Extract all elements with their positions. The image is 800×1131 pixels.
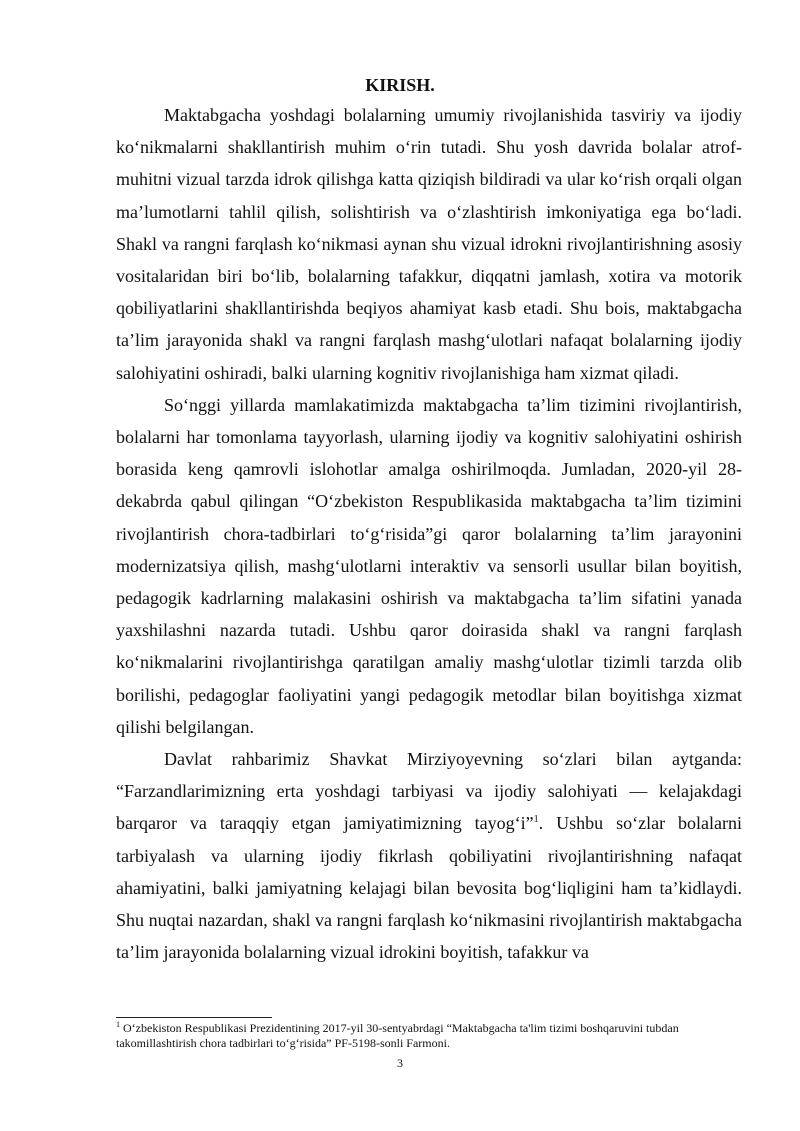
paragraph-1: Maktabgacha yoshdagi bolalarning umumiy rivojlanishida tasviriy va ijodiy koʻnikmalarni shakllantirish muhim oʻrin tutadi. Shu yosh davrida bolalar atrof-muhitni vizual tarzda idrok qilishga katta qiziqish bildiradi va ular koʻrish orqali olgan maʼlumotlarni tahlil qilish, solishtirish va oʻzlashtirish imkoniyatiga ega boʻladi. Shakl va rangni farqlash koʻnikmasi aynan shu vizual idrokni rivojlantirishning asosiy vositalaridan biri boʻlib, bolalarning tafakkur, diqqatni jamlash, xotira va motorik qobiliyatlarini shakllantirishda beqiyos ahamiyat kasb etadi. Shu bois, maktabgacha taʼlim jarayonida shakl va rangni farqlash mashgʻulotlari nafaqat bolalarning ijodiy salohiyatini oshiradi, balki ularning kognitiv rivojlanishiga ham xizmat qiladi. (116, 105, 742, 383)
page-number: 3 (397, 1056, 403, 1070)
footnote (116, 1021, 716, 1051)
footnote-mark: 1 (116, 1020, 120, 1029)
section-title: KIRISH. (365, 75, 435, 95)
body-text (116, 99, 742, 968)
paragraph-3-continuation: . Ushbu soʻzlar bolalarni tarbiyalash va ularning ijodiy fikrlash qobiliyatini rivojlantirishning nafaqat ahamiyatini, balki jamiyatning kelajagi bilan bevosita bogʻliqligini ham taʼkidlaydi. Shu nuqtai nazardan, shakl va rangni farqlash koʻnikmasini rivojlantirish maktabgacha taʼlim jarayonida bolalarning vizual idrokini boyitish, tafakkur va (116, 813, 743, 963)
footnote-divider (116, 1017, 272, 1018)
paragraph-2: Soʻnggi yillarda mamlakatimizda maktabgacha taʼlim tizimini rivojlantirish, bolalarni har tomonlama tayyorlash, ularning ijodiy va kognitiv salohiyatini oshirish borasida keng qamrovli islohotlar amalga oshirilmoqda. Jumladan, 2020-yil 28-dekabrda qabul qilingan “Oʻzbekiston Respublikasida maktabgacha taʼlim tizimini rivojlantirish chora-tadbirlari toʻgʻrisida”gi qaror bolalarning taʼlim jarayonini modernizatsiya qilish, mashgʻulotlarni interaktiv va sensorli usullar bilan boyitish, pedagogik kadrlarning malakasini oshirish va maktabgacha taʼlim sifatini yanada yaxshilashni nazarda tutadi. Ushbu qaror doirasida shakl va rangni farqlash koʻnikmalarini rivojlantirishga qaratilgan amaliy mashgʻulotlar tizimli tarzda olib borilishi, pedagoglar faoliyatini yangi pedagogik metodlar bilan boyitishga xizmat qilishi belgilangan. (116, 394, 742, 737)
paragraph-3 (116, 743, 742, 968)
footnote-text: Oʻzbekiston Respublikasi Prezidentining 2017-yil 30-sentyabrdagi “Maktabgacha ta'lim tizimi boshqaruvini tubdan takomillashtirish chora tadbirlari toʻgʻrisida” PF-5198-sonli Farmoni. (116, 1021, 679, 1050)
paragraph-3-text: Davlat rahbarimiz Shavkat Mirziyoyevning soʻzlari bilan aytganda: “Farzandlarimizning erta yoshdagi tarbiyasi va ijodiy salohiyati — kelajakdagi barqaror va taraqqiy etgan jamiyatimizning tayogʻi” (116, 749, 742, 834)
footnote-reference[interactable]: 1 (533, 814, 539, 826)
